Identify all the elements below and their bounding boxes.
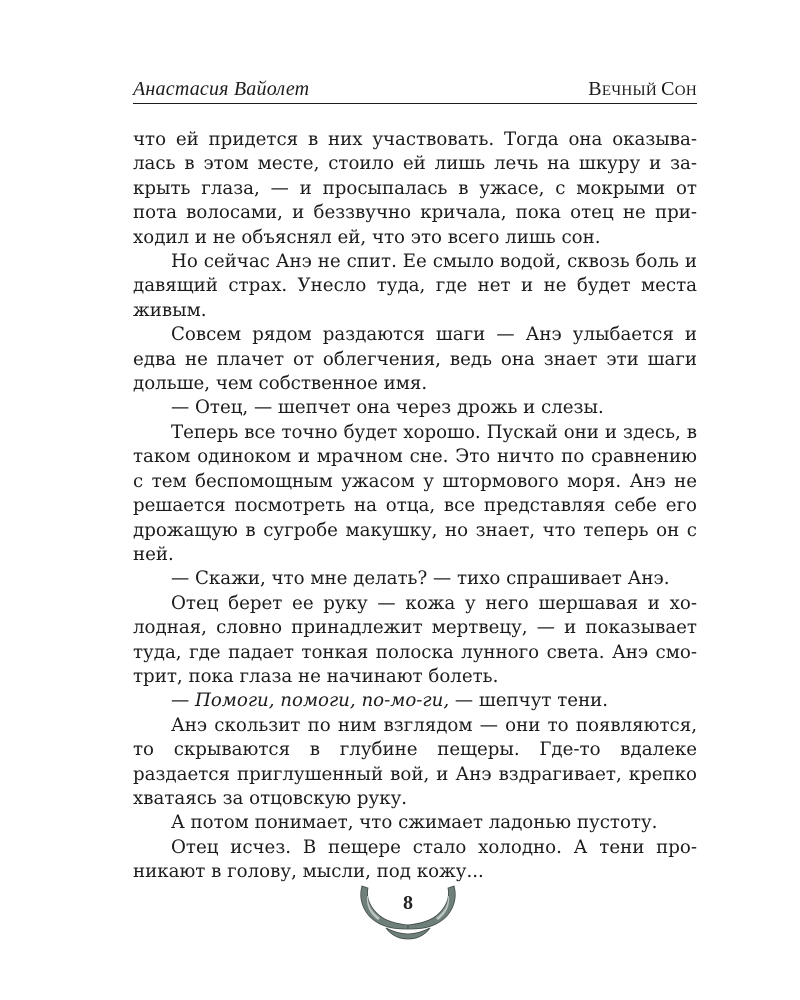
speech-tail: — шепчут тени. [449, 690, 609, 712]
page-number-ornament [356, 882, 460, 940]
paragraph: — Отец, — шепчет она через дрожь и слезы. [171, 397, 604, 419]
header-title-initial: В [588, 78, 602, 100]
paragraph: А потом понимает, что сжимает ладонью пустоту. [171, 812, 658, 834]
paragraph: Совсем рядом раздаются шаги — Анэ улыбается и едва не плачет от облегчения, ведь она знает эти шаги дольше, чем собственное имя. [133, 324, 697, 395]
running-header [133, 76, 697, 102]
paragraph: что ей придется в них участвовать. Тогда она оказывалась в этом месте, стоило ей лишь лечь на шкуру и закрыть глаза, — и просыпалась в ужасе, с мокрыми от пота волосами, и беззвучно кричала, пока отец не приходил и не объяснял ей, что это всего лишь сон. [133, 129, 697, 248]
header-rule [133, 103, 697, 104]
paragraph: Отец берет ее руку — кожа у него шершавая и холодная, словно принадлежит мертвецу, — и показывает туда, где падает тонкая полоска лунного света. Анэ смотрит, пока глаза не начинают болеть. [133, 592, 697, 687]
paragraph: Теперь все точно будет хорошо. Пускай они и здесь, в таком одиноком и мрачном сне. Это ничто по сравнению с тем беспомощным ужасом у штормового моря. Анэ не решается посмотреть на отца, все представляя себе его дрожащую в сугробе макушку, но знает, что теперь он с ней. [133, 421, 697, 565]
body-text [133, 128, 697, 885]
header-book-title [588, 78, 697, 101]
paragraph: Отец исчез. В пещере стало холодно. А тени проникают в голову, мысли, под кожу... [133, 836, 697, 883]
dash-open: — [171, 690, 195, 712]
header-title-smallcaps: ЕЧНЫЙ [601, 83, 662, 99]
paragraph: Но сейчас Анэ не спит. Ее смыло водой, сквозь боль и давящий страх. Унесло туда, где нет и не будет места живым. [133, 251, 697, 321]
paragraph: — Скажи, что мне делать? — тихо спрашивает Анэ. [171, 568, 670, 590]
header-title-smallcaps-2: ОН [674, 83, 697, 99]
page-number: 8 [403, 892, 413, 914]
header-author: Анастасия Вайолет [133, 78, 310, 100]
paragraph-italic-speech [133, 689, 697, 713]
header-title-initial-2: С [661, 78, 675, 100]
italic-speech: Помоги, помоги, по-мо-ги, [194, 690, 450, 712]
paragraph: Анэ скользит по ним взглядом — они то появляются, то скрываются в глубине пещеры. Где-то вдалеке раздается приглушенный вой, и Анэ вздрагивает, крепко хватаясь за отцовскую руку. [133, 714, 697, 809]
